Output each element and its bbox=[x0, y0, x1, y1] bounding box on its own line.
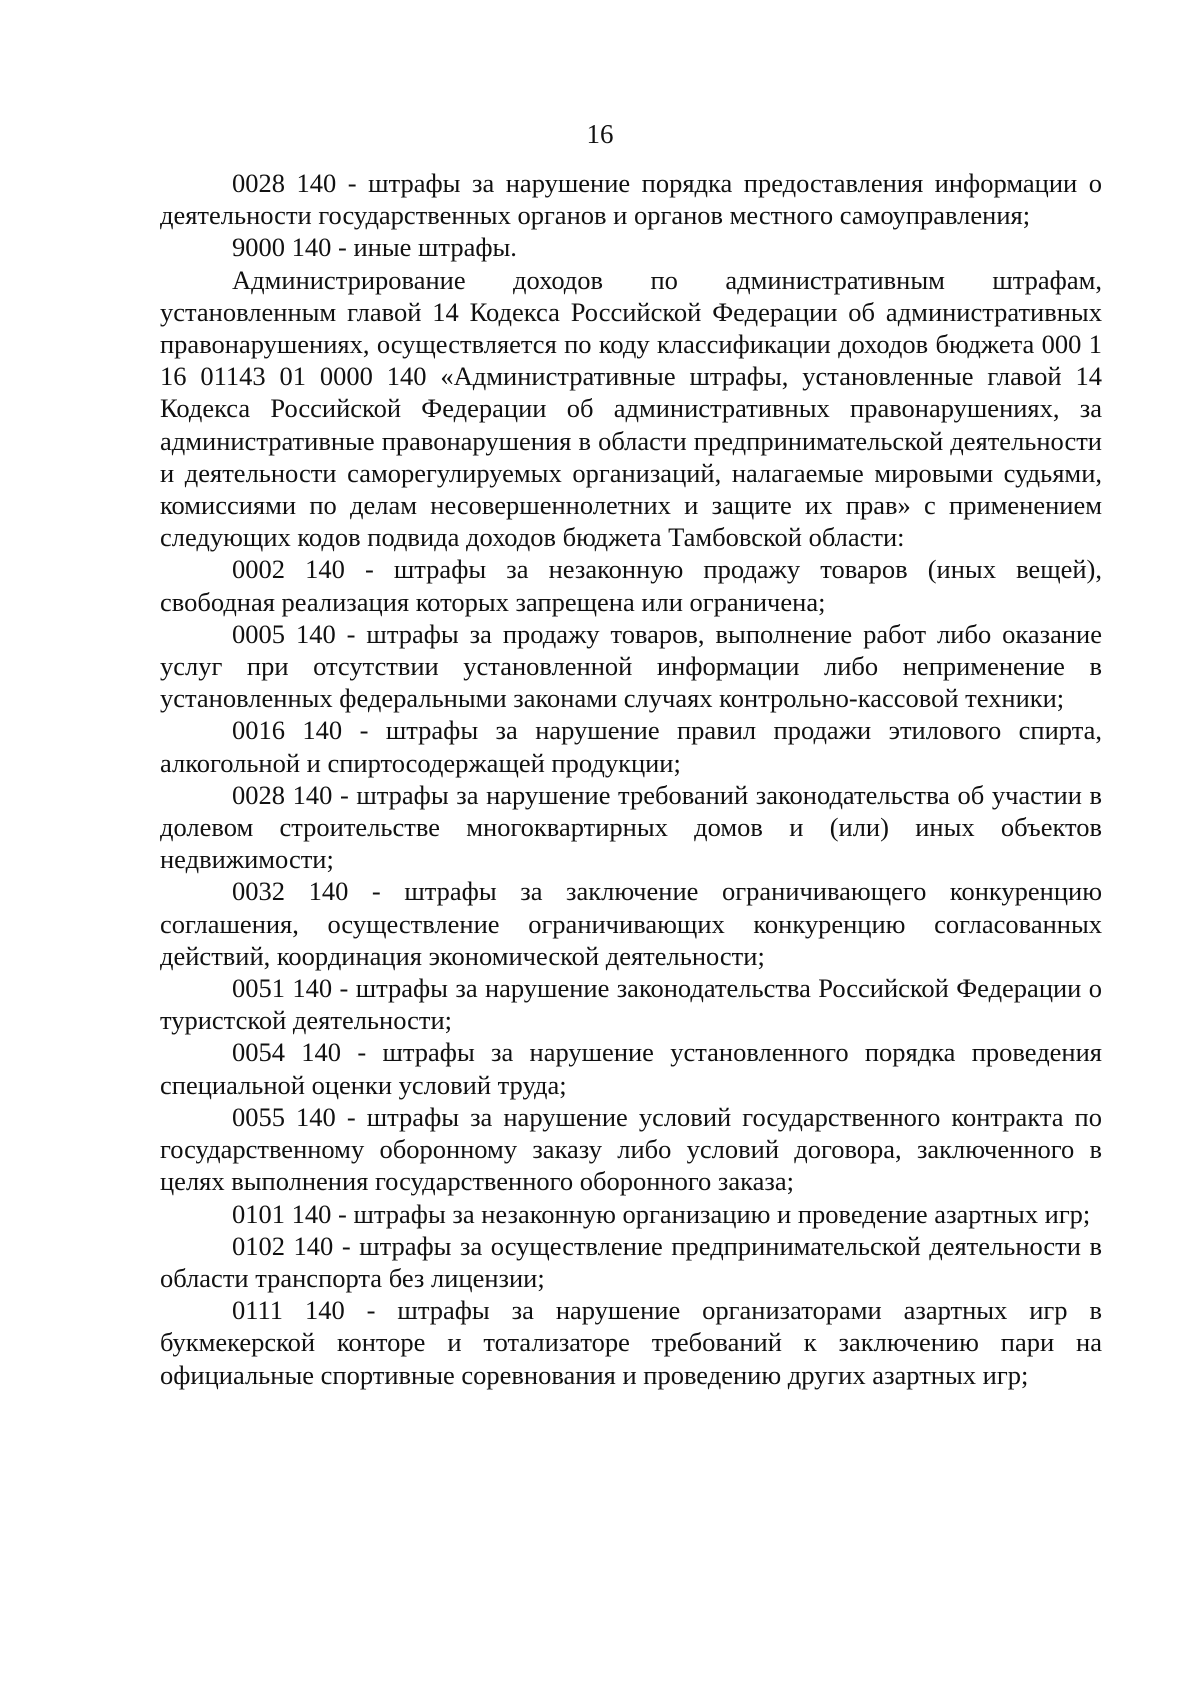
paragraph-fine-0005: 0005 140 - штрафы за продажу товаров, выполнение работ либо оказание услуг при отсутствии установленной информации либо неприменение в установленных федеральными законами случаях контрольно-кассовой техники; bbox=[160, 618, 1102, 714]
paragraph-fine-0055: 0055 140 - штрафы за нарушение условий государственного контракта по государственному оборонному заказу либо условий договора, заключенного в целях выполнения государственного оборонного заказа; bbox=[160, 1101, 1102, 1197]
paragraph-fine-0016: 0016 140 - штрафы за нарушение правил продажи этилового спирта, алкогольной и спиртосодержащей продукции; bbox=[160, 715, 1102, 778]
paragraph-fine-0101: 0101 140 - штрафы за незаконную организацию и проведение азартных игр; bbox=[232, 1198, 1091, 1229]
paragraph-fine-0054: 0054 140 - штрафы за нарушение установленного порядка проведения специальной оценки условий труда; bbox=[160, 1037, 1102, 1100]
page-number: 16 bbox=[586, 119, 614, 149]
paragraph-fine-0032: 0032 140 - штрафы за заключение ограничивающего конкуренцию соглашения, осуществление ограничивающих конкуренцию согласованных действий, координация экономической деятельности; bbox=[160, 876, 1102, 971]
paragraph-fine-0111: 0111 140 - штрафы за нарушение организаторами азартных игр в букмекерской конторе и тотализаторе требований к заключению пари на официальные спортивные соревнования и проведению других азартных игр; bbox=[160, 1295, 1102, 1390]
paragraph-fine-0028-construction: 0028 140 - штрафы за нарушение требований законодательства об участии в долевом строительстве многоквартирных домов и (или) иных объектов недвижимости; bbox=[160, 779, 1102, 875]
paragraph-fine-0002: 0002 140 - штрафы за незаконную продажу товаров (иных вещей), свободная реализация которых запрещена или ограничена; bbox=[160, 554, 1102, 617]
paragraph-fine-0051: 0051 140 - штрафы за нарушение законодательства Российской Федерации о туристской деятельности; bbox=[160, 973, 1102, 1036]
paragraph-administration: Администрирование доходов по административным штрафам, установленным главой 14 Кодекса Российской Федерации об административных правонарушениях, осуществляется по коду классификации доходов бюджета 000 1 16 01143 01 0000 140 «Административные штрафы, установленные главой 14 Кодекса Российской Федерации об административных правонарушениях, за административные правонарушения в области предпринимательской деятельности и деятельности саморегулируемых организаций, налагаемые мировыми судьями, комиссиями по делам несовершеннолетних и защите их прав» с применением следующих кодов подвида доходов бюджета Тамбовской области: bbox=[160, 264, 1102, 553]
paragraph-fine-0102: 0102 140 - штрафы за осуществление предпринимательской деятельности в области транспорта без лицензии; bbox=[160, 1230, 1102, 1293]
document-body bbox=[160, 167, 1102, 1391]
paragraph-fine-9000-other: 9000 140 - иные штрафы. bbox=[232, 232, 517, 263]
paragraph-fine-0028-information: 0028 140 - штрафы за нарушение порядка предоставления информации о деятельности государственных органов и органов местного самоуправления; bbox=[160, 168, 1102, 231]
